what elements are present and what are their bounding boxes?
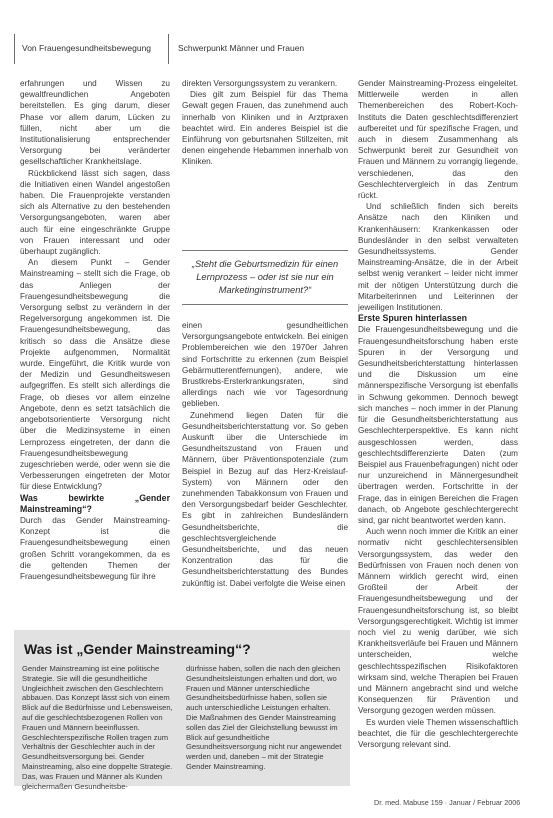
paragraph: Die Frauengesundheitsbewegung und die Frauengesundheitsforschung haben erste Spuren in der Versorgung und Gesundheitsberichterstattung hinterlassen und die Diskussion um eine männerspezifische Versorgung ist ebenfalls in Schwung gekommen. Dennoch bewegt sich manches – noch immer in der Planung für die Gesundheitsberichterstattung aus Geschlechterperspektive. Es kann nicht ausgeschlossen werden, dass geschlechtsdifferenzierte Daten (zum Beispiel aus Frauenbefragungen) nicht oder nur unzureichend in Männergesundheit übertragen werden. Fortschritte in der Frage, das in einigen Bereichen die Fragen danach, ob Angebote geschlechtergerecht sind, gar nicht beantwortet werden kann. (358, 325, 518, 525)
paragraph: erfahrungen und Wissen zu gewaltfreundlichen Angeboten bereitstellen. Es ging darum, dieser Phase vor allem darum, Lücken zu füllen, nicht aber um die Institutionalisierung entsprechender Versorgung bei veränderter gesellschaftlicher Krankheitslage. (20, 79, 170, 167)
header-left-divider (14, 34, 15, 64)
paragraph: einen gesundheitlichen Versorgungsangebote entwickeln. Bei einigen Problembereichen wie den 1970er Jahren sind Fortschritte zu erkennen (zum Beispiel Gebärmutterentfernungen), andere, wie Brustkrebs-Ersterkrankungsraten, sind allerdings nach wie vor Tagesordnung geblieben. (182, 321, 348, 409)
text-column-1 (20, 78, 170, 626)
paragraph: An diesem Punkt – Gender Mainstreaming – stellt sich die Frage, ob das Anliegen der Frauengesundheitsbewegung die Versorgung selbst zu verändern in der Regelversorgung angekommen ist. Die Frauengesundheitsbewegung, das kritisch so dass die Ansätze diese Projekte aufgenommen, Normalität wurde. Eingeführt, die Kritik wurde von der Medizin und Gesundheitswesen aufgegriffen. Es stellt sich allerdings die Frage, ob dieses vor allem einzelne Angebote, denn es setzt tatsächlich die angebotsorientierte Versorgung nicht über die Medizinsysteme in einen Lernprozess eingetreten, der dann die Frauengesundheitsbewegung zugeschrieben werde, oder wenn sie die Verbesserungen eingetreten der Motor für diese Entwicklung? (20, 258, 170, 492)
text-column-2-top (182, 78, 348, 244)
paragraph: Durch das Gender Mainstreaming-Konzept ist die Frauengesundheitsbewegung einen großen Schritt vorangekommen, da es die geltenden Themen der Frauengesundheitsbewegung für ihre (20, 515, 170, 581)
pull-quote-bottom-rule (182, 304, 348, 305)
paragraph: Auch wenn noch immer die Kritik an einer normativ nicht geschlechtersensiblen Versorgungssystem, das weder den Bedürfnissen von Frauen noch denen von Männern wirklich gerecht wird, einen Großteil der Arbeit der Frauengesundheitsbewegung und der Frauengesundheitsforschung ist, so bleibt Versorgungsgerechtigkeit. Wichtig ist immer noch viel zu wenig darüber, wie sich Krankheitsverläufe bei Frauen und Männern unterscheiden, welche geschlechtsspezifischen Risikofaktoren wirksam sind, welche Therapien bei Frauen und Männern angebracht sind und welche Konsequenzen für Prävention und Versorgung gezogen werden müssen. (358, 527, 518, 716)
text-column-3 (358, 78, 518, 790)
paragraph: Dies gilt zum Beispiel für das Thema Gewalt gegen Frauen, das zunehmend auch innerhalb von Kliniken und in Arztpraxen beachtet wird. Ein anderes Beispiel ist die Einführung von geburtsnahen Stillzeiten, mit denen eingehende Hebammen innerhalb von Kliniken. (182, 90, 348, 167)
paragraph: Und schließlich finden sich bereits Ansätze nach den Kliniken und Krankenhäusern: Krankenkassen oder Bundesländer in den selbst verwalteten Gesundheitssystems. Gender Mainstreaming-Ansätze, die in der Arbeit selbst wenig verankert – leider nicht immer mit der nötigen Unterstützung durch die Mitarbeiterinnen und Leiterinnen der jeweiligen Institutionen. (358, 202, 518, 313)
info-box-text-right: dürfnisse haben, sollen die nach den gleichen Gesundheitsleistungen erhalten und dort, wo Frauen und Männer unterschiedliche Gesundheitsbedürfnisse haben, sollen sie auch unterschiedliche Leistungen erhalten. Die Maßnahmen des Gender Mainstreaming sollen das Ziel der Gleichstellung bewusst im Blick auf gesundheitliche Gesundheitsversorgung nicht nur angewendet werden und, daneben – mit der Strategie Gender Mainstreaming. (186, 664, 342, 771)
running-header-left: Von Frauengesundheitsbewegung (22, 43, 152, 53)
info-box-title: Was ist „Gender Mainstreaming“? (24, 641, 251, 657)
info-box-text-left: Gender Mainstreaming ist eine politische Strategie. Sie will die gesundheitliche Ungleichheit zwischen den Geschlechtern abbauen. Das Konzept lässt sich von einem Blick auf die Bedürfnisse und Lebensweisen, auf die geschlechtsbezogenen Rollen von Frauen und Männern beeinflussen. Geschlechterspezifische Rollen tragen zum Verhältnis der Geschlechter auch in der Gesundheitsversorgung bei. Gender Mainstreaming, also eine doppelte Strategie. Das, was Frauen und Männer als Kunden gleichermaßen Gesundheitsbe- (22, 664, 173, 791)
running-header-right: Schwerpunkt Männer und Frauen (178, 43, 305, 53)
paragraph: Gender Mainstreaming-Prozess eingeleitet. Mittlerweile werden in allen Themenbereichen des Robert-Koch-Instituts die Daten geschlechtsdifferenziert aufbereitet und für spezifische Fragen, und auch in diesem Zusammenhang als Schwerpunkt bereit zur Gesundheit von Frauen und Männern zu vorrangig liegende, verschiedenen, das den Geschlechtervergleich in das Zentrum rückt. (358, 79, 518, 201)
paragraph: Es wurden viele Themen wissenschaftlich beachtet, die für die geschlechtergerechte Versorgung relevant sind. (358, 717, 518, 749)
section-subtitle: Erste Spuren hinterlassen (358, 313, 468, 324)
pull-quote-top-rule (182, 250, 348, 251)
header-middle-divider (168, 34, 169, 64)
pull-quote-text: „Steht die Geburtsmedizin für einen Lernprozess – oder ist sie nur ein Marketinginstrument?“ (191, 259, 339, 295)
paragraph: Zunehmend liegen Daten für die Gesundheitsberichterstattung vor. So geben Auskunft über die Unterschiede im Gesundheitszustand von Frauen und Männern, über Präventionspotenziale (zum Beispiel in Bezug auf das Herz-Kreislauf-System) von Männern oder den zunehmenden Tabakkonsum von Frauen und den Versorgungsbedarf beider Geschlechter. Es gibt in zahlreichen Bundesländern Gesundheitsberichte, die geschlechtsvergleichende Gesundheitsberichte, und das neuen Konzentration das für die Gesundheitsberichterstattung des Bundes zukünftig ist. Dabei verfolgte die Weise einen (182, 410, 348, 588)
paragraph: Rückblickend lässt sich sagen, dass die Initiativen einen Wandel angestoßen haben. Die Frauenprojekte verstanden sich als Alternative zu den bestehenden Versorgungsangeboten, waren aber auch für eine eingeschränkte Gruppe von Frauen interessant und oder überhaupt zugänglich. (20, 168, 170, 257)
page-footer: Dr. med. Mabuse 159 · Januar / Februar 2006 (374, 798, 521, 807)
section-subtitle: Was bewirkte „Gender Mainstreaming“? (20, 492, 170, 514)
paragraph: direkten Versorgungssystem zu verankern. (182, 79, 338, 88)
pull-quote (182, 250, 348, 304)
text-column-2-bottom (182, 320, 348, 624)
